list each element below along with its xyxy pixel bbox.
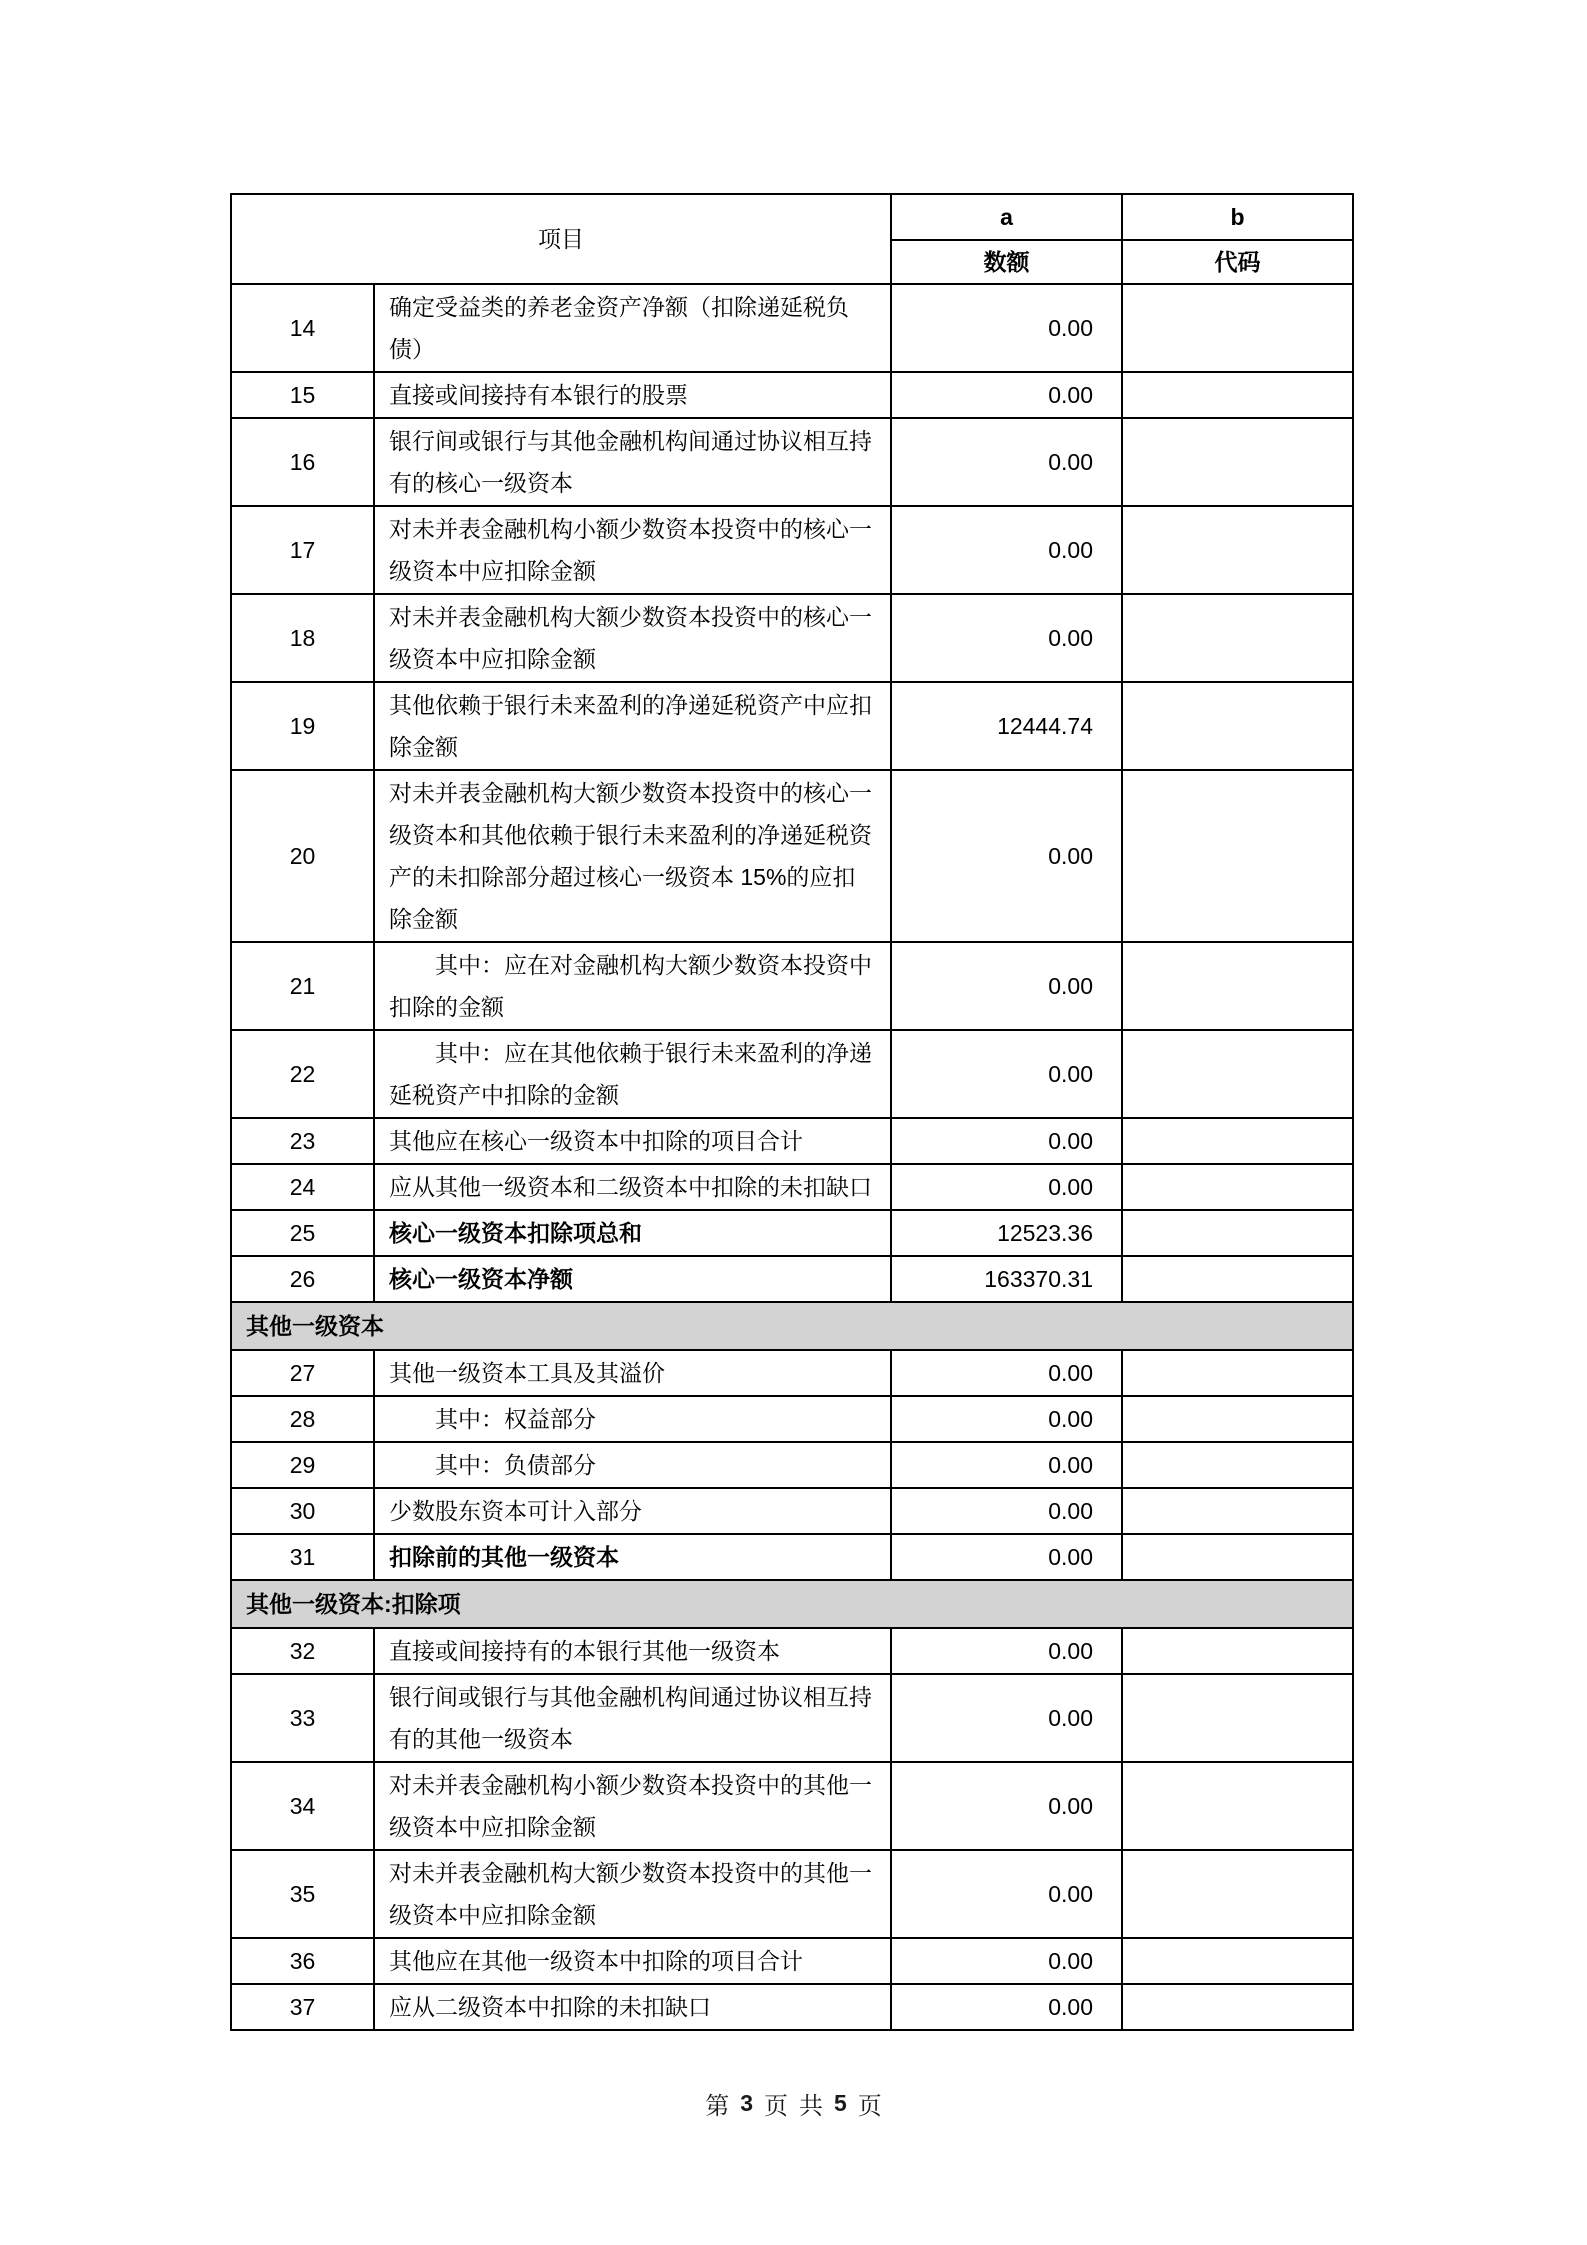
amount-cell: 0.00: [891, 1488, 1122, 1534]
amount-cell: 0.00: [891, 1850, 1122, 1938]
code-cell: [1122, 1674, 1353, 1762]
amount-cell: 0.00: [891, 418, 1122, 506]
amount-cell: 0.00: [891, 942, 1122, 1030]
footer-total-pages: 5: [834, 2090, 847, 2116]
row-number-cell: 18: [231, 594, 374, 682]
table-row: [231, 682, 1353, 770]
code-cell: [1122, 1164, 1353, 1210]
code-cell: [1122, 682, 1353, 770]
item-cell: 直接或间接持有的本银行其他一级资本: [374, 1628, 891, 1674]
amount-cell: 163370.31: [891, 1256, 1122, 1302]
table-row: [231, 1938, 1353, 1984]
amount-cell: 0.00: [891, 1674, 1122, 1762]
table-row: [231, 1256, 1353, 1302]
row-number-cell: 14: [231, 284, 374, 372]
code-cell: [1122, 1118, 1353, 1164]
code-cell: [1122, 1350, 1353, 1396]
row-number-cell: 35: [231, 1850, 374, 1938]
column-header-b: b: [1122, 194, 1353, 240]
section-title: 其他一级资本: [231, 1302, 1353, 1350]
row-number-cell: 26: [231, 1256, 374, 1302]
item-cell: 应从其他一级资本和二级资本中扣除的未扣缺口: [374, 1164, 891, 1210]
amount-cell: 0.00: [891, 1984, 1122, 2030]
table-row: [231, 506, 1353, 594]
table-row: [231, 1762, 1353, 1850]
item-cell: 对未并表金融机构大额少数资本投资中的核心一级资本和其他依赖于银行未来盈利的净递延税资产的未扣除部分超过核心一级资本 15%的应扣除金额: [374, 770, 891, 942]
column-header-code: 代码: [1122, 240, 1353, 284]
item-cell: 直接或间接持有本银行的股票: [374, 372, 891, 418]
row-number-cell: 20: [231, 770, 374, 942]
code-cell: [1122, 1210, 1353, 1256]
amount-cell: 12523.36: [891, 1210, 1122, 1256]
row-number-cell: 17: [231, 506, 374, 594]
section-title: 其他一级资本:扣除项: [231, 1580, 1353, 1628]
table-row: [231, 1488, 1353, 1534]
table-row: [231, 594, 1353, 682]
item-cell: 其中：应在其他依赖于银行未来盈利的净递延税资产中扣除的金额: [374, 1030, 891, 1118]
item-cell: 其中：权益部分: [374, 1396, 891, 1442]
footer-page-label: 页: [764, 2094, 788, 2120]
row-number-cell: 29: [231, 1442, 374, 1488]
amount-cell: 12444.74: [891, 682, 1122, 770]
table-row: [231, 372, 1353, 418]
code-cell: [1122, 506, 1353, 594]
item-cell: 少数股东资本可计入部分: [374, 1488, 891, 1534]
code-cell: [1122, 942, 1353, 1030]
amount-cell: 0.00: [891, 1938, 1122, 1984]
table-row: [231, 1674, 1353, 1762]
item-cell: 核心一级资本净额: [374, 1256, 891, 1302]
code-cell: [1122, 284, 1353, 372]
table-row: [231, 418, 1353, 506]
table-row: [231, 1350, 1353, 1396]
item-cell: 扣除前的其他一级资本: [374, 1534, 891, 1580]
table-row: [231, 1534, 1353, 1580]
table-row: [231, 770, 1353, 942]
amount-cell: 0.00: [891, 1350, 1122, 1396]
row-number-cell: 25: [231, 1210, 374, 1256]
row-number-cell: 30: [231, 1488, 374, 1534]
row-number-cell: 37: [231, 1984, 374, 2030]
code-cell: [1122, 1488, 1353, 1534]
row-number-cell: 34: [231, 1762, 374, 1850]
item-cell: 其他一级资本工具及其溢价: [374, 1350, 891, 1396]
row-number-cell: 32: [231, 1628, 374, 1674]
row-number-cell: 28: [231, 1396, 374, 1442]
amount-cell: 0.00: [891, 1442, 1122, 1488]
item-cell: 其他依赖于银行未来盈利的净递延税资产中应扣除金额: [374, 682, 891, 770]
row-number-cell: 21: [231, 942, 374, 1030]
code-cell: [1122, 1256, 1353, 1302]
row-number-cell: 24: [231, 1164, 374, 1210]
code-cell: [1122, 1762, 1353, 1850]
code-cell: [1122, 1396, 1353, 1442]
column-header-item: 项目: [231, 194, 891, 284]
amount-cell: 0.00: [891, 1118, 1122, 1164]
item-cell: 对未并表金融机构小额少数资本投资中的其他一级资本中应扣除金额: [374, 1762, 891, 1850]
table-row: [231, 942, 1353, 1030]
item-cell: 其他应在其他一级资本中扣除的项目合计: [374, 1938, 891, 1984]
item-cell: 确定受益类的养老金资产净额（扣除递延税负债）: [374, 284, 891, 372]
amount-cell: 0.00: [891, 1534, 1122, 1580]
code-cell: [1122, 1984, 1353, 2030]
table-row: [231, 1396, 1353, 1442]
amount-cell: 0.00: [891, 1762, 1122, 1850]
column-header-a: a: [891, 194, 1122, 240]
row-number-cell: 36: [231, 1938, 374, 1984]
amount-cell: 0.00: [891, 284, 1122, 372]
item-cell: 核心一级资本扣除项总和: [374, 1210, 891, 1256]
footer-total-label: 共: [799, 2094, 823, 2120]
table-row: [231, 1850, 1353, 1938]
table-row: [231, 1030, 1353, 1118]
amount-cell: 0.00: [891, 1030, 1122, 1118]
table-row: [231, 284, 1353, 372]
table-row: [231, 1628, 1353, 1674]
header-row-letters: [231, 194, 1353, 240]
footer-current-page: 3: [740, 2090, 753, 2116]
item-cell: 其中：负债部分: [374, 1442, 891, 1488]
row-number-cell: 31: [231, 1534, 374, 1580]
row-number-cell: 16: [231, 418, 374, 506]
section-row: [231, 1580, 1353, 1628]
amount-cell: 0.00: [891, 1628, 1122, 1674]
table-row: [231, 1442, 1353, 1488]
table-row: [231, 1210, 1353, 1256]
table-row: [231, 1984, 1353, 2030]
capital-disclosure-table: [230, 193, 1354, 2031]
code-cell: [1122, 1030, 1353, 1118]
row-number-cell: 33: [231, 1674, 374, 1762]
item-cell: 其他应在核心一级资本中扣除的项目合计: [374, 1118, 891, 1164]
section-row: [231, 1302, 1353, 1350]
item-cell: 银行间或银行与其他金融机构间通过协议相互持有的核心一级资本: [374, 418, 891, 506]
row-number-cell: 19: [231, 682, 374, 770]
row-number-cell: 27: [231, 1350, 374, 1396]
page-footer: [0, 2086, 1587, 2121]
code-cell: [1122, 1628, 1353, 1674]
amount-cell: 0.00: [891, 1164, 1122, 1210]
code-cell: [1122, 1850, 1353, 1938]
item-cell: 其中：应在对金融机构大额少数资本投资中扣除的金额: [374, 942, 891, 1030]
amount-cell: 0.00: [891, 506, 1122, 594]
code-cell: [1122, 594, 1353, 682]
code-cell: [1122, 1442, 1353, 1488]
code-cell: [1122, 1534, 1353, 1580]
code-cell: [1122, 1938, 1353, 1984]
footer-page-label-2: 页: [857, 2094, 882, 2120]
item-cell: 对未并表金融机构小额少数资本投资中的核心一级资本中应扣除金额: [374, 506, 891, 594]
item-cell: 银行间或银行与其他金融机构间通过协议相互持有的其他一级资本: [374, 1674, 891, 1762]
amount-cell: 0.00: [891, 594, 1122, 682]
item-cell: 对未并表金融机构大额少数资本投资中的核心一级资本中应扣除金额: [374, 594, 891, 682]
item-cell: 对未并表金融机构大额少数资本投资中的其他一级资本中应扣除金额: [374, 1850, 891, 1938]
amount-cell: 0.00: [891, 770, 1122, 942]
amount-cell: 0.00: [891, 372, 1122, 418]
code-cell: [1122, 770, 1353, 942]
code-cell: [1122, 418, 1353, 506]
footer-prefix: 第: [705, 2094, 730, 2120]
code-cell: [1122, 372, 1353, 418]
item-cell: 应从二级资本中扣除的未扣缺口: [374, 1984, 891, 2030]
row-number-cell: 23: [231, 1118, 374, 1164]
row-number-cell: 15: [231, 372, 374, 418]
column-header-amount: 数额: [891, 240, 1122, 284]
amount-cell: 0.00: [891, 1396, 1122, 1442]
table-row: [231, 1118, 1353, 1164]
row-number-cell: 22: [231, 1030, 374, 1118]
table-row: [231, 1164, 1353, 1210]
